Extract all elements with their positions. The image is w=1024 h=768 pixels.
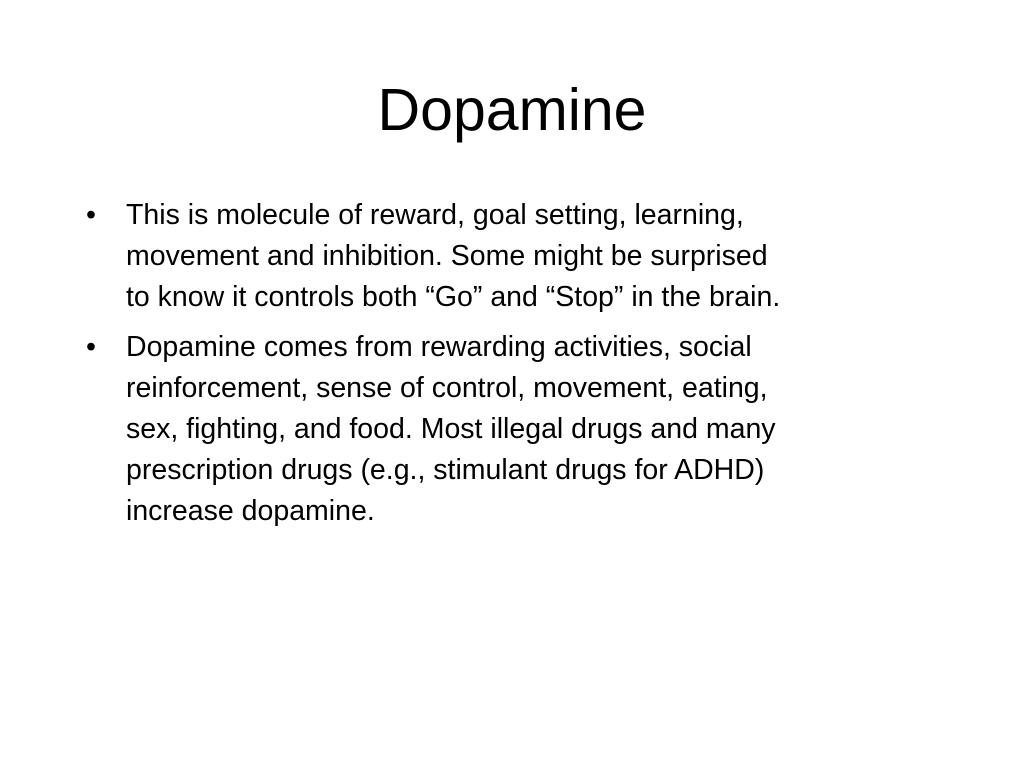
slide-title: Dopamine: [377, 77, 647, 143]
bullet-marker: •: [86, 331, 96, 363]
bullet-text: This is molecule of reward, goal setting, learning, movement and inhibition. Some might be surprised to know it controls both “Go” and “Stop” in the brain.: [126, 199, 781, 313]
bullet-item: [86, 195, 936, 318]
bullet-item: [86, 327, 936, 532]
bullet-text: Dopamine comes from rewarding activities, social reinforcement, sense of control, movement, eating, sex, fighting, and food. Most illegal drugs and many prescription drugs (e.g., stimulant drugs for ADHD) increase dopamine.: [126, 331, 776, 527]
bullet-marker: •: [86, 199, 96, 231]
bullet-list: [86, 195, 936, 541]
